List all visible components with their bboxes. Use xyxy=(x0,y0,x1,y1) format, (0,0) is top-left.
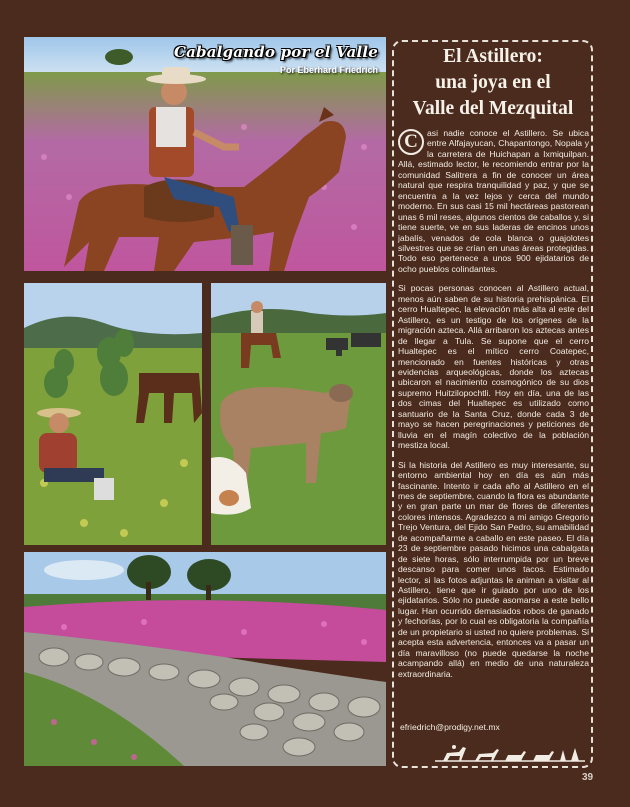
article-headline xyxy=(394,44,592,122)
cattle-photo xyxy=(211,283,386,545)
headline-line: El Astillero: xyxy=(443,46,543,67)
rider-on-horse-photo xyxy=(24,37,386,271)
paragraph-text: asi nadie conoce el Astillero. Se ubica entre Alfajayucan, Chapantongo, Nopala y la carretera de Huichapan a Ixmiquilpan. Allá, estimado lector, le recomiendo entrar por la comunidad Salitrera a fin de conocer un área natural que respira tranquilidad y paz, y que se encuentra a la vez lejos y cerca del mundo moderno. En sus casi 15 mil hectáreas pastorean unas 6 mil reses, algunos cientos de caballos y, si tiene suerte, ve en sus laderas de encinos unos jabalís, venados de cola blanca o guajolotes silvestres que se crían en unas áreas protegidas. Todo eso pertenece a unos 900 ejidatarios de ocho pueblos colindantes. xyxy=(398,128,589,274)
riders-silhouette-icon xyxy=(435,741,585,763)
paragraph: Si la historia del Astillero es muy interesante, su entorno ambiental hoy en día es aún más fascinante. Intento ir cada año al Astillero en el mes de septiembre, cuando la flora es abundante y en gran parte un mar de flores de diferentes colores intensos. Agradezco a mi amigo Gregorio Trejo Ventura, del Ejido San Pedro, su amabilidad de acompañarme a caballo en este paseo. El día 23 de septiembre pasado hicimos una cabalgata de siete horas, sólo interrumpida por un breve descanso para comer unos tacos. Estimado lector, si las fotos adjuntas le animan a visitar al Astillero, tiene que ir guiado por uno de los ejidatarios. Sólo no puede asomarse a este bello lugar. Han ocurrido demasiados robos de ganado y fechorías, por lo cual es obligatoria la compañía de un propietario si usted no quiere problemas. Si acepta esta advertencia, entonces va a pasar un día maravilloso (no puede quedarse la noche acampando allá) en medio de una naturaleza extraordinaria. xyxy=(398,459,589,679)
paragraph: Si pocas personas conocen al Astillero actual, menos aún saben de su historia prehispánica. El cerro Hualtepec, la elevación más alta al este del Astillero, es un testigo de los orígenes de la migración azteca. Allá arribaron los aztecas antes de llegar a Tula. Se supone que el cerro Hualtepec es el mítico cerro Coatepec, mencionado en fuentes históricas y otras evidencias arqueológicas, donde los aztecas ubicaron el nacimiento cosmogónico de su dios supremo Huitzilopochtli. Hoy en día, una de las dos cimas del Hualtepec es utilizado como santuario de la Santa Cruz, donde cada 3 de mayo se hacen peregrinaciones y peticiones de lluvia en el magín colectivo de la población mestiza local. xyxy=(398,283,589,451)
headline-line: Valle del Mezquital xyxy=(412,98,574,119)
author-email: efriedrich@prodigy.net.mx xyxy=(400,722,500,732)
paragraph xyxy=(398,128,589,274)
stone-wall-photo xyxy=(24,552,386,766)
resting-rider-photo xyxy=(24,283,202,545)
photo-author: Por Eberhard Friedrich xyxy=(279,65,378,75)
page-number: 39 xyxy=(582,772,594,783)
dropcap: C xyxy=(398,129,424,155)
article-body xyxy=(398,128,589,688)
photo-title: Cabalgando por el Valle xyxy=(174,43,378,61)
headline-line: una joya en el xyxy=(435,72,551,93)
